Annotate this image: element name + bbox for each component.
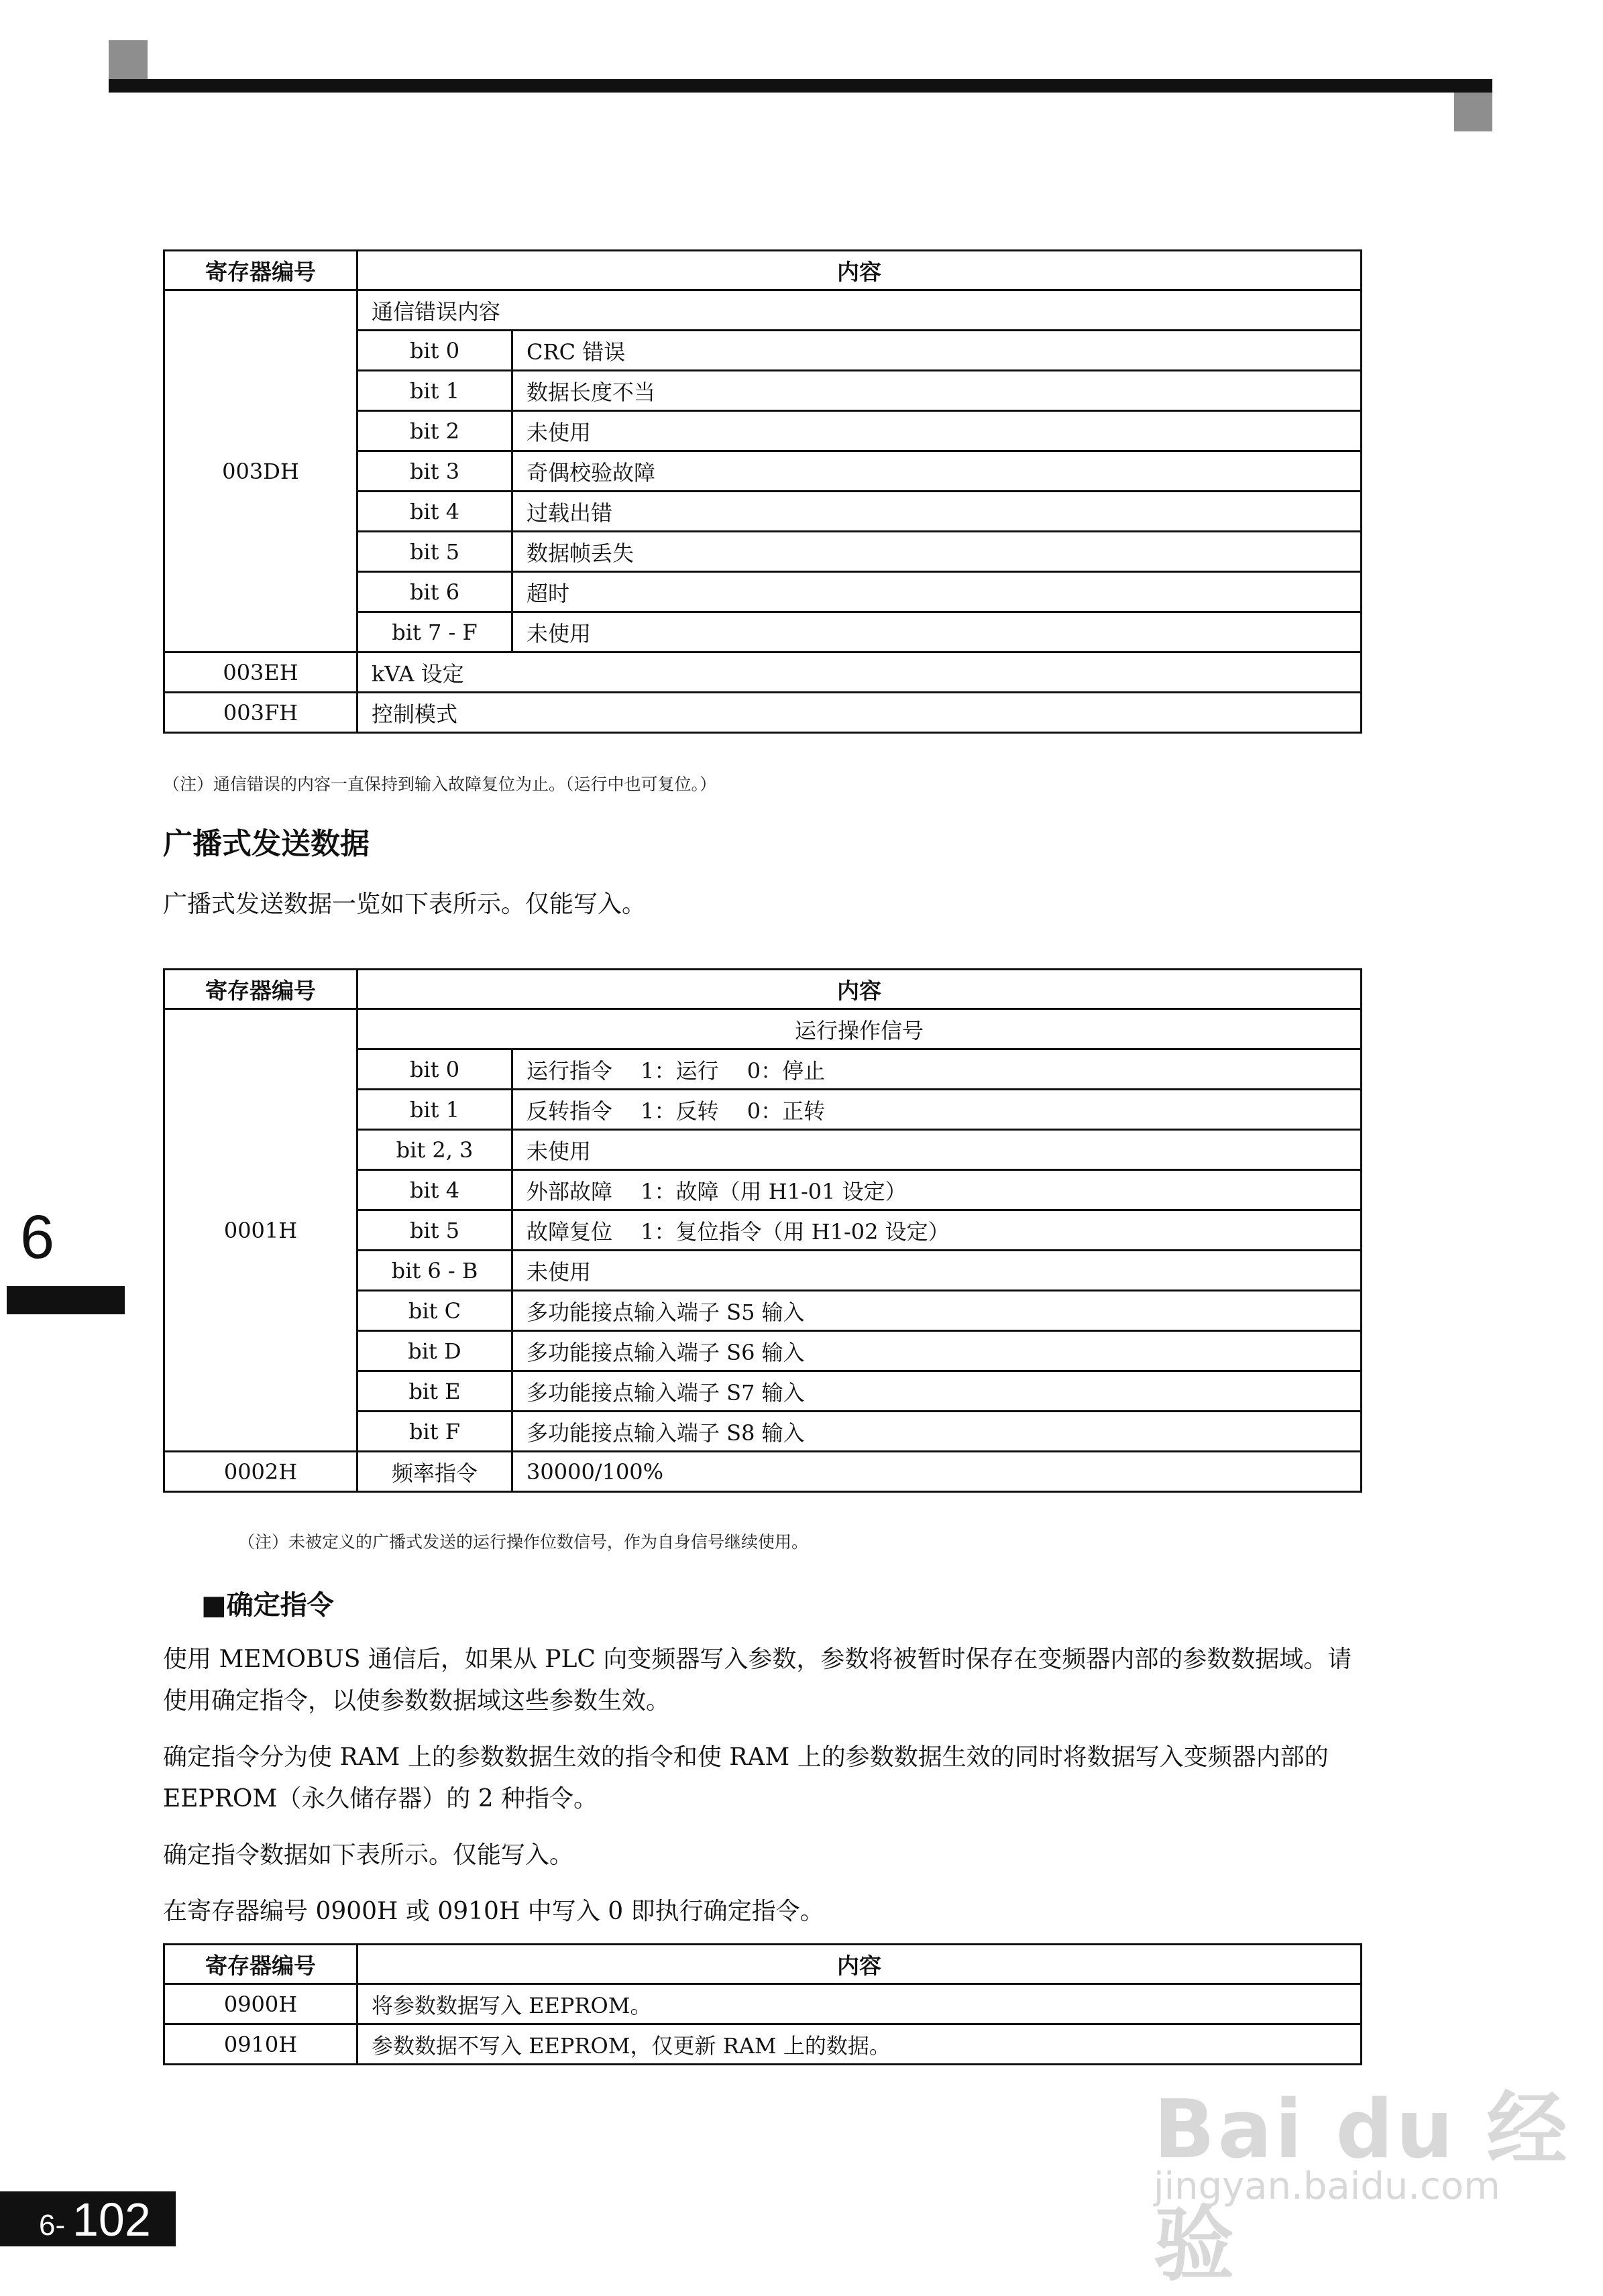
bit-desc: 未使用 — [512, 1130, 1362, 1170]
bit-desc: 未使用 — [512, 1251, 1362, 1291]
bit-desc: 奇偶校验故障 — [512, 451, 1362, 492]
enter-paragraph-3: 确定指令数据如下表所示。仅能写入。 — [163, 1841, 574, 1869]
table-row — [164, 1984, 1362, 2024]
bit-label: bit D — [357, 1331, 512, 1371]
bit-label: bit 6 - B — [357, 1251, 512, 1291]
col-header-register: 寄存器编号 — [164, 251, 357, 290]
register-desc: 控制模式 — [357, 693, 1362, 733]
register-0910h: 0910H — [164, 2024, 357, 2065]
table1-note: （注）通信错误的内容一直保持到输入故障复位为止。（运行中也可复位。） — [163, 774, 717, 794]
group-title: 运行操作信号 — [357, 1009, 1362, 1049]
register-desc: 将参数数据写入 EEPROM。 — [357, 1984, 1362, 2024]
table2-note: （注）未被定义的广播式发送的运行操作位数信号，作为自身信号继续使用。 — [238, 1532, 809, 1552]
header-square-right — [1454, 93, 1492, 131]
col-header-register: 寄存器编号 — [164, 970, 357, 1009]
bit-desc: 故障复位 1：复位指令（用 H1-02 设定） — [512, 1210, 1362, 1251]
section-heading-enter: ■确定指令 — [201, 1590, 334, 1621]
col-header-content: 内容 — [357, 1945, 1362, 1984]
register-desc: kVA 设定 — [357, 652, 1362, 693]
bit-desc: CRC 错误 — [512, 331, 1362, 371]
register-0002h: 0002H — [164, 1452, 357, 1492]
watermark-logo: Bai du 经验 — [1154, 2083, 1570, 2292]
bit-label: bit E — [357, 1371, 512, 1412]
bit-label: bit C — [357, 1291, 512, 1331]
bit-desc: 过载出错 — [512, 492, 1362, 532]
table-row — [164, 693, 1362, 733]
bit-desc: 外部故障 1：故障（用 H1-01 设定） — [512, 1170, 1362, 1210]
header-rule — [109, 79, 1492, 93]
broadcast-table — [163, 968, 1362, 1493]
bit-desc: 多功能接点输入端子 S8 输入 — [512, 1412, 1362, 1452]
bit-label: bit F — [357, 1412, 512, 1452]
table-header — [164, 970, 1362, 1009]
chapter-tab — [7, 1286, 125, 1314]
bit-label: bit 5 — [357, 532, 512, 572]
col-header-content: 内容 — [357, 970, 1362, 1009]
bit-desc: 运行指令 1：运行 0：停止 — [512, 1049, 1362, 1090]
enter-paragraph-1-line-1: 使用 MEMOBUS 通信后，如果从 PLC 向变频器写入参数，参数将被暂时保存在变频器内部的参数数据域。请 — [163, 1646, 1352, 1673]
table-row — [164, 1009, 1362, 1049]
chapter-number: 6 — [20, 1203, 55, 1271]
bit-label: bit 1 — [357, 371, 512, 411]
section-heading-broadcast: 广播式发送数据 — [163, 827, 370, 861]
table-header — [164, 251, 1362, 290]
bit-label: bit 4 — [357, 492, 512, 532]
bit-desc: 数据帧丢失 — [512, 532, 1362, 572]
bit-label: bit 7 - F — [357, 612, 512, 652]
page-number-box — [0, 2191, 176, 2246]
broadcast-intro: 广播式发送数据一览如下表所示。仅能写入。 — [163, 891, 647, 918]
bit-label: bit 4 — [357, 1170, 512, 1210]
table-row — [164, 2024, 1362, 2065]
page-number: 102 — [72, 2193, 151, 2246]
bit-desc: 多功能接点输入端子 S7 输入 — [512, 1371, 1362, 1412]
bit-desc: 多功能接点输入端子 S6 输入 — [512, 1331, 1362, 1371]
frequency-desc: 30000/100% — [512, 1452, 1362, 1492]
comm-error-table — [163, 249, 1362, 734]
bit-desc: 未使用 — [512, 411, 1362, 451]
bit-label: bit 0 — [357, 331, 512, 371]
group-title: 通信错误内容 — [357, 290, 1362, 331]
bit-label: bit 6 — [357, 572, 512, 612]
header-square-left — [109, 40, 148, 79]
table-row — [164, 652, 1362, 693]
bit-desc: 反转指令 1：反转 0：正转 — [512, 1090, 1362, 1130]
register-0001h: 0001H — [164, 1009, 357, 1452]
register-003fh: 003FH — [164, 693, 357, 733]
bit-desc: 超时 — [512, 572, 1362, 612]
bit-label: bit 2, 3 — [357, 1130, 512, 1170]
bit-label: bit 2 — [357, 411, 512, 451]
register-0900h: 0900H — [164, 1984, 357, 2024]
col-header-content: 内容 — [357, 251, 1362, 290]
enter-paragraph-4: 在寄存器编号 0900H 或 0910H 中写入 0 即执行确定指令。 — [163, 1898, 824, 1925]
bit-label: bit 1 — [357, 1090, 512, 1130]
table-header — [164, 1945, 1362, 1984]
bit-label: bit 0 — [357, 1049, 512, 1090]
enter-command-table — [163, 1943, 1362, 2065]
table-row — [164, 1452, 1362, 1492]
frequency-label: 频率指令 — [357, 1452, 512, 1492]
bit-desc: 多功能接点输入端子 S5 输入 — [512, 1291, 1362, 1331]
bit-label: bit 5 — [357, 1210, 512, 1251]
register-desc: 参数数据不写入 EEPROM，仅更新 RAM 上的数据。 — [357, 2024, 1362, 2065]
col-header-register: 寄存器编号 — [164, 1945, 357, 1984]
page-number-prefix: 6- — [39, 2209, 66, 2242]
bit-label: bit 3 — [357, 451, 512, 492]
bit-desc: 数据长度不当 — [512, 371, 1362, 411]
watermark-url: jingyan.baidu.com — [1154, 2165, 1500, 2208]
register-003dh: 003DH — [164, 290, 357, 652]
enter-paragraph-1-line-2: 使用确定指令，以使参数数据域这些参数生效。 — [163, 1687, 671, 1715]
register-003eh: 003EH — [164, 652, 357, 693]
enter-paragraph-2-line-2: EEPROM（永久储存器）的 2 种指令。 — [163, 1785, 598, 1813]
enter-paragraph-2-line-1: 确定指令分为使 RAM 上的参数数据生效的指令和使 RAM 上的参数数据生效的同时将数据写入变频器内部的 — [163, 1743, 1329, 1771]
bit-desc: 未使用 — [512, 612, 1362, 652]
table-row — [164, 290, 1362, 331]
